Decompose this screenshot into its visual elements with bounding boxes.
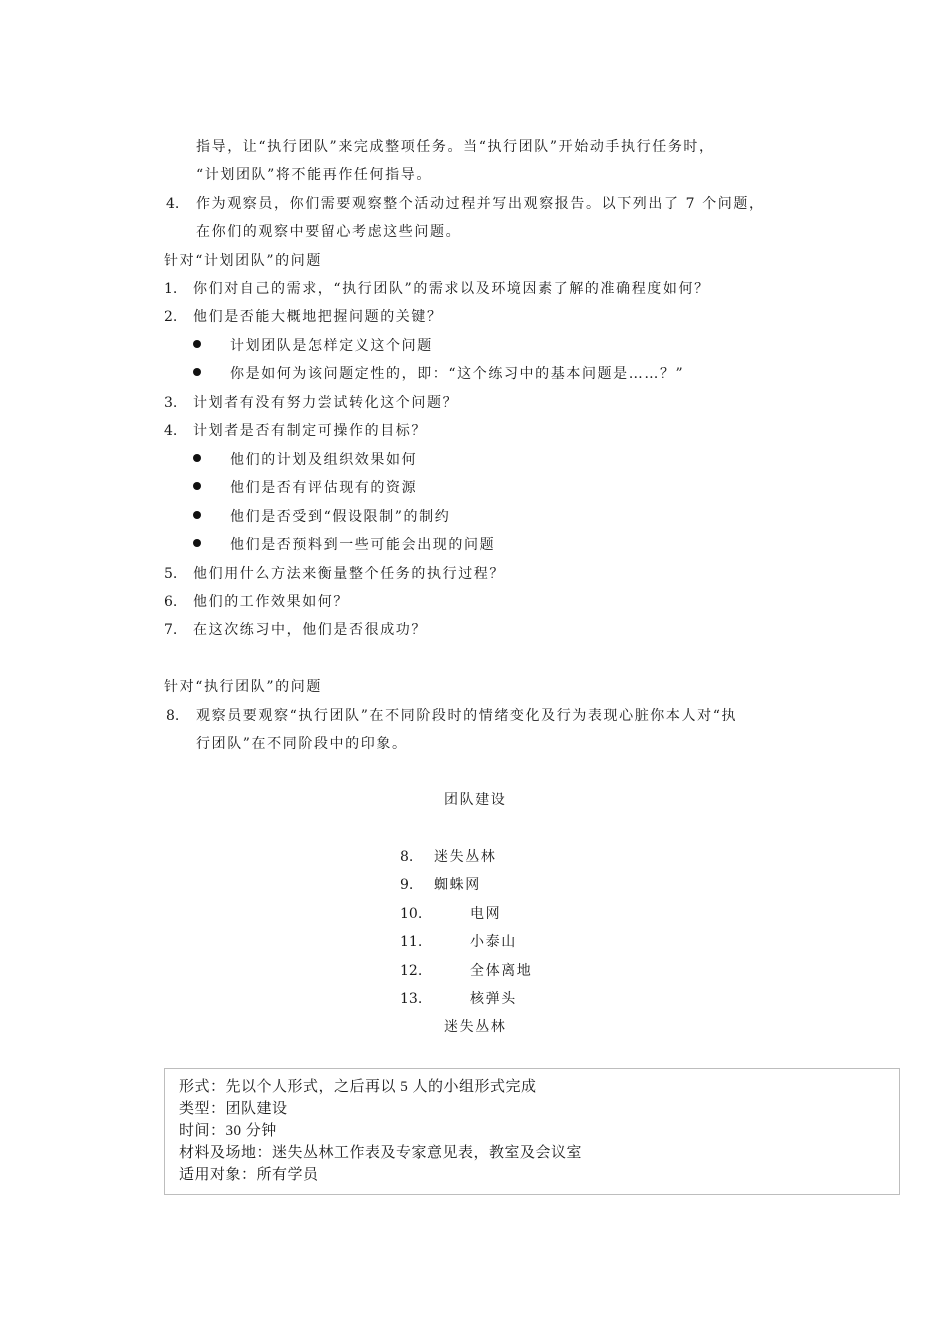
bullet-text: 你是如何为该问题定性的，即：“这个练习中的基本问题是……？” (230, 366, 685, 382)
question-number: 7. (164, 622, 178, 638)
question-number: 3. (164, 395, 178, 411)
execution-section-heading: 针对“执行团队”的问题 (164, 679, 322, 695)
question-text-line-1: 观察员要观察“执行团队”在不同阶段时的情绪变化及行为表现心脏你本人对“执 (196, 708, 738, 724)
activity-subtitle: 迷失丛林 (444, 1019, 507, 1035)
question-text: 他们用什么方法来衡量整个任务的执行过程？ (193, 566, 505, 582)
question-text-line-2: 行团队”在不同阶段中的印象。 (196, 736, 408, 752)
question-text: 你们对自己的需求，“执行团队”的需求以及环境因素了解的准确程度如何？ (193, 281, 710, 297)
question-number: 8. (166, 708, 180, 724)
step-4-number: 4. (166, 196, 180, 212)
bullet-text: 他们是否有评估现有的资源 (230, 480, 418, 496)
bullet-dot (193, 482, 201, 490)
bullet-dot (193, 368, 201, 376)
step-4-line-2: 在你们的观察中要留心考虑这些问题。 (196, 224, 462, 240)
question-number: 2. (164, 309, 178, 325)
activity-number: 13. (400, 991, 423, 1007)
bullet-text: 他们是否预料到一些可能会出现的问题 (230, 537, 496, 553)
activity-info-box (164, 1068, 900, 1195)
question-number: 6. (164, 594, 178, 610)
activity-number: 11. (400, 934, 423, 950)
bullet-text: 他们的计划及组织效果如何 (230, 452, 418, 468)
question-text: 他们的工作效果如何？ (193, 594, 349, 610)
bullet-dot (193, 454, 201, 462)
step-4-line-1: 作为观察员，你们需要观察整个活动过程并写出观察报告。以下列出了 7 个问题， (196, 196, 765, 212)
planning-section-heading: 针对“计划团队”的问题 (164, 253, 322, 269)
activity-name: 全体离地 (470, 963, 533, 979)
intro-line-2: “计划团队”将不能再作任何指导。 (196, 167, 432, 183)
intro-line-1: 指导，让“执行团队”来完成整项任务。当“执行团队”开始动手执行任务时， (196, 139, 715, 155)
activity-name: 电网 (470, 906, 502, 922)
question-text: 计划者是否有制定可操作的目标？ (193, 423, 427, 439)
bullet-dot (193, 340, 201, 348)
question-number: 5. (164, 566, 178, 582)
activity-name: 迷失丛林 (434, 849, 497, 865)
question-text: 在这次练习中，他们是否很成功？ (193, 622, 427, 638)
info-materials: 材料及场地：迷失丛林工作表及专家意见表，教室及会议室 (179, 1145, 583, 1161)
activity-number: 10. (400, 906, 423, 922)
activity-number: 8. (400, 849, 414, 865)
question-number: 1. (164, 281, 178, 297)
activity-number: 9. (400, 877, 414, 893)
info-type: 类型：团队建设 (179, 1101, 288, 1117)
info-format: 形式：先以个人形式，之后再以 5 人的小组形式完成 (179, 1079, 537, 1095)
info-audience: 适用对象：所有学员 (179, 1167, 319, 1183)
team-building-title: 团队建设 (444, 792, 507, 808)
bullet-text: 他们是否受到“假设限制”的制约 (230, 509, 451, 525)
activity-name: 核弹头 (470, 991, 517, 1007)
question-text: 他们是否能大概地把握问题的关键？ (193, 309, 443, 325)
bullet-dot (193, 511, 201, 519)
activity-number: 12. (400, 963, 423, 979)
activity-name: 小泰山 (470, 934, 517, 950)
question-number: 4. (164, 423, 178, 439)
bullet-text: 计划团队是怎样定义这个问题 (230, 338, 433, 354)
activity-name: 蜘蛛网 (434, 877, 481, 893)
bullet-dot (193, 539, 201, 547)
info-time: 时间：30 分钟 (179, 1123, 277, 1139)
question-text: 计划者有没有努力尝试转化这个问题？ (193, 395, 459, 411)
